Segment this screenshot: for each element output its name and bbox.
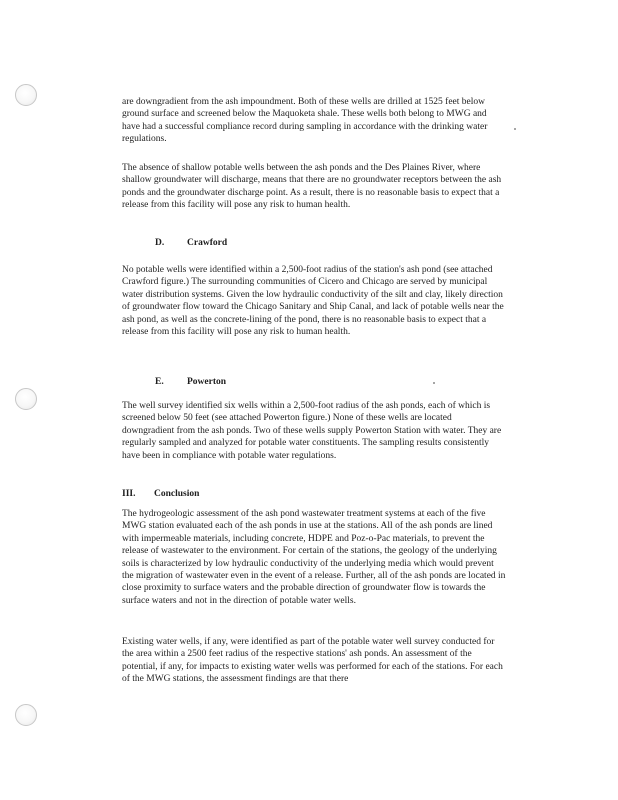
section-e-marker: E.	[155, 377, 164, 387]
paragraph-conclusion-2: Existing water wells, if any, were identified as part of the potable water well survey conducted for the area within a 2500 feet radius of the respective stations' ash ponds. An assessment of the potential, if any, for impacts to existing water wells was performed for each of the stations. For each of the MWG stations, the assessment findings are that there	[122, 637, 503, 685]
paragraph-intro: are downgradient from the ash impoundment. Both of these wells are drilled at 1525 feet below ground surface and screened below the Maquoketa shale. These wells both belong to MWG and have had a successful compliance record during sampling in accordance with the drinking water regulations.	[122, 97, 488, 145]
paragraph-powerton: The well survey identified six wells within a 2,500-foot radius of the ash ponds, each of which is screened below 50 feet (see attached Powerton figure.) None of these wells are located downgradient from the ash ponds. Two of these wells supply Powerton Station with water. They are regularly sampled and analyzed for potable water constituents. The sampling results consistently have been in compliance with potable water regulations.	[122, 401, 502, 461]
paragraph-crawford: No potable wells were identified within a 2,500-foot radius of the station's ash pond (see attached Crawford figure.) The surrounding communities of Cicero and Chicago are served by municipal water distribution systems. Given the low hydraulic conductivity of the silt and clay, likely direction of groundwater flow toward the Chicago Sanitary and Ship Canal, and lack of potable wells near the ash pond, as well as the concrete-lining of the pond, there is no reasonable basis to expect that a release from this facility will pose any risk to human health.	[122, 265, 504, 338]
section-iii-marker: III.	[122, 489, 136, 499]
punch-hole	[15, 84, 37, 106]
punch-hole	[15, 704, 37, 726]
section-d-marker: D.	[155, 238, 165, 248]
paragraph-absence: The absence of shallow potable wells between the ash ponds and the Des Plaines River, where shallow groundwater will discharge, means that there are no groundwater receptors between the ash ponds and the groundwater discharge point. As a result, there is no reasonable basis to expect that a release from this facility will pose any risk to human health.	[122, 163, 502, 211]
section-d-title: Crawford	[187, 238, 228, 248]
punch-hole	[15, 388, 37, 410]
scan-speck	[514, 128, 516, 130]
section-e-title: Powerton	[187, 377, 227, 387]
section-iii-title: Conclusion	[154, 489, 200, 499]
paragraph-conclusion-1: The hydrogeologic assessment of the ash pond wastewater treatment systems at each of the five MWG station evaluated each of the ash ponds in use at the stations. All of the ash ponds are lined with impermeable materials, including concrete, HDPE and Poz-o-Pac materials, to prevent the release of wastewater to the environment. For certain of the stations, the geology of the underlying soils is characterized by low hydraulic conductivity of the underlying media which would prevent the migration of wastewater even in the event of a release. Further, all of the ash ponds are located in close proximity to surface waters and the probable direction of groundwater flow is towards the surface waters and not in the direction of potable water wells.	[122, 509, 506, 606]
scan-speck	[433, 382, 435, 384]
